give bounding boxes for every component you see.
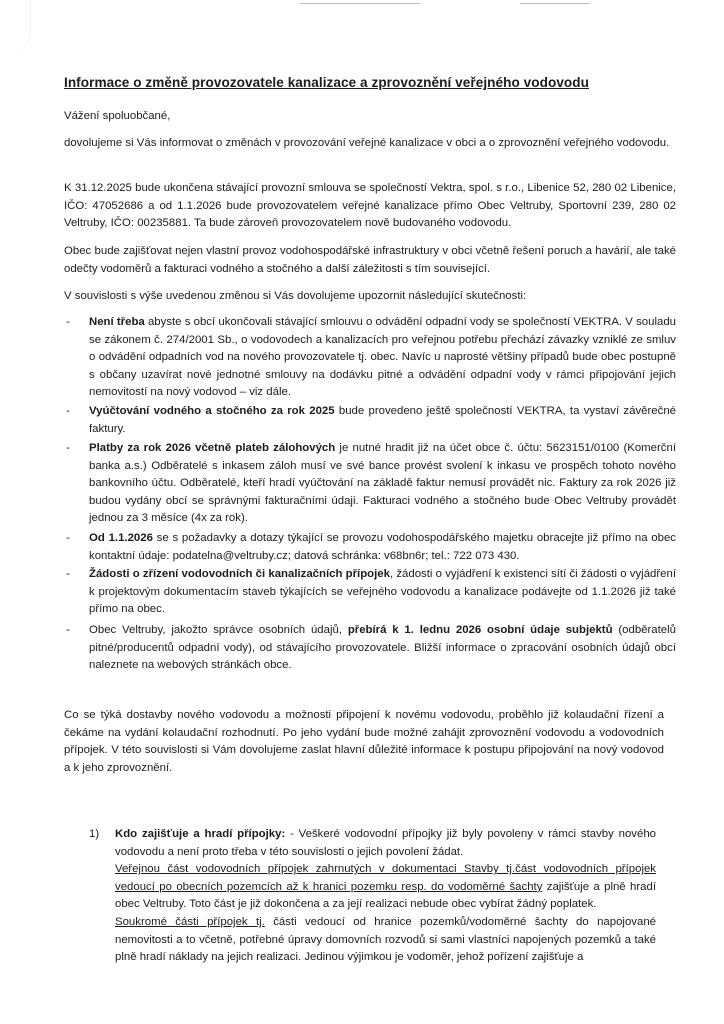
bullet-item bbox=[89, 440, 676, 528]
document-title: Informace o změně provozovatele kanalizace a zprovoznění veřejného vodovodu bbox=[64, 75, 589, 90]
numbered-text: - Veškeré vodovodní přípojky již byly povoleny v rámci stavby nového vodovodu a není proto třeba v této souvislosti o jejich povolení žádat. bbox=[115, 828, 656, 858]
numbered-item bbox=[115, 826, 656, 967]
bullet-dash: - bbox=[66, 442, 70, 454]
bullet-text: , žádosti o vyjádření k existenci sítí či žádosti o vyjádření k projektovým dokumentacím staveb týkajících se veřejného vodovodu a kanalizace podávejte od 1.1.2026 již také přímo na obec. bbox=[89, 568, 676, 616]
bullet-bold-text: Není třeba bbox=[89, 316, 145, 328]
scan-corner-mark bbox=[0, 0, 31, 60]
scan-edge-line bbox=[520, 3, 590, 4]
bullet-item bbox=[89, 622, 676, 675]
bullet-item bbox=[89, 403, 676, 438]
intro-paragraph: dovolujeme si Vás informovat o změnách v provozování veřejné kanalizace v obci a o zprovoznění veřejného vodovodu. bbox=[64, 137, 670, 149]
bullet-bold-text: přebírá k 1. lednu 2026 osobní údaje subjektů bbox=[347, 624, 613, 636]
bullet-text: je nutné hradit již na účet obce č. účtu: 5623151/0100 (Komerční banka a.s.) Odběratelé s inkasem záloh musí ve své bance provést svolení k inkasu ve prospěch tohoto nového bankovního účtu. Odběratelé, kteří hradí vyúčtování na základě faktur nemusí provádět nic. Faktury za rok 2026 již budou vydány obcí se správnými fakturačními údaji. Fakturaci vodného a stočného bude Obec Veltruby provádět jednou za 3 měsíce (4x za rok). bbox=[89, 442, 676, 525]
numbered-bold-text: Kdo zajišťuje a hradí přípojky: bbox=[115, 828, 286, 840]
facts-intro-paragraph: V souvislosti s výše uvedenou změnou si Vás dovolujeme upozornit následující skutečnosti: bbox=[64, 290, 527, 302]
bullet-dash: - bbox=[66, 568, 70, 580]
bullet-bold-text: Od 1.1.2026 bbox=[89, 532, 153, 544]
salutation: Vážení spoluobčané, bbox=[64, 110, 171, 122]
numbered-item-number: 1) bbox=[89, 828, 100, 840]
bullet-item bbox=[89, 530, 676, 565]
numbered-text: zajišťuje a plně hradí obec Veltruby. Toto část je již dokončena a za její realizaci nebude obec vybírat žádný poplatek. bbox=[115, 880, 656, 911]
bullet-item bbox=[89, 314, 676, 402]
bullet-text: abyste s obcí ukončovali stávající smlouvu o odvádění odpadní vody se společností VEKTRA. V souladu se zákonem č. 274/2001 Sb., o vodovodech a kanalizacích pro veřejnou potřebu přechází závazky vzniklé ze smluv o odvádění odpadních vod na nového provozovatele tj. obec. Navíc u naprosté většiny případů bude obec postupně s občany uzavírat nové jednotné smlouvy na dodávku pitné a odvádění odpadní vody v rámci připojování jejich nemovitostí na nový vodovod – viz dále. bbox=[89, 316, 676, 399]
scan-edge-line bbox=[300, 3, 420, 4]
bullet-dash: - bbox=[66, 405, 70, 417]
bullet-text: se s požadavky a dotazy týkající se provozu vodohospodářského majetku obracejte již přímo na obec kontaktní údaje: podatelna@veltruby.cz; datová schránka: v68bn6r; tel.: 722 073 430. bbox=[89, 532, 676, 562]
bullet-dash: - bbox=[66, 624, 70, 636]
bullet-item bbox=[89, 566, 676, 619]
municipality-paragraph: Obec bude zajišťovat nejen vlastní provoz vodohospodářské infrastruktury v obci včetně řešení poruch a havárií, ale také odečty vodoměrů a fakturaci vodného a stočného a další záležitosti s tím související. bbox=[64, 245, 676, 275]
construction-paragraph: Co se týká dostavby nového vodovodu a možnosti připojení k novému vodovodu, proběhlo již kolaudační řízení a čekáme na vydání kolaudační rozhodnutí. Po jeho vydání bude možné zahájit zprovoznění vodovodu a vodovodních přípojek. V této souvislosti si Vám dovolujeme zaslat hlavní důležité informace k postupu připojování na nový vodovod a k jeho zprovoznění. bbox=[64, 709, 664, 774]
bullet-bold-text: Platby za rok 2026 včetně plateb zálohových bbox=[89, 442, 336, 454]
public-part-underlined: Veřejnou část vodovodních přípojek zahrnutých v dokumentaci Stavby tj.část vodovodních přípojek vedoucí po obecních pozemcích až k hranici pozemku resp. do vodoměrné šachty bbox=[115, 863, 656, 893]
bullet-text: (odběratelů pitné/producentů odpadní vody), od stávajícího provozovatele. Bližší informace o zpracování osobních údajů obcí naleznete na webových stránkách obce. bbox=[89, 624, 676, 672]
bullet-text: bude provedeno ještě společností VEKTRA, ta vystaví závěrečné faktury. bbox=[89, 405, 676, 435]
contract-paragraph: K 31.12.2025 bude ukončena stávající provozní smlouva se společností Vektra, spol. s r.o., Libenice 52, 280 02 Libenice, IČO: 47052686 a od 1.1.2026 bude provozovatelem veřejné kanalizace přímo Obec Veltruby, Sportovní 239, 280 02 Veltruby, IČO: 00235881. Ta bude zároveň provozovatelem nově budovaného vodovodu. bbox=[64, 182, 676, 230]
private-part-underlined: Soukromé části přípojek tj. bbox=[115, 915, 265, 928]
numbered-text: části vedoucí od hranice pozemků/vodoměrné šachty do napojované nemovitosti a to včetně, potřebné úpravy domovních rozvodů si sami vlastníci napojených pozemků a také plně hradí náklady na jejich realizaci. Jedinou výjimkou je vodoměr, jehož pořízení zajišťuje a bbox=[115, 915, 656, 964]
bullet-dash: - bbox=[66, 532, 70, 544]
bullet-bold-text: Vyúčtování vodného a stočného za rok 2025 bbox=[89, 405, 335, 417]
bullet-pre-text: Obec Veltruby, jakožto správce osobních údajů, bbox=[89, 624, 348, 636]
bullet-dash: - bbox=[66, 316, 70, 328]
bullet-bold-text: Žádosti o zřízení vodovodních či kanalizačních přípojek bbox=[89, 568, 390, 580]
